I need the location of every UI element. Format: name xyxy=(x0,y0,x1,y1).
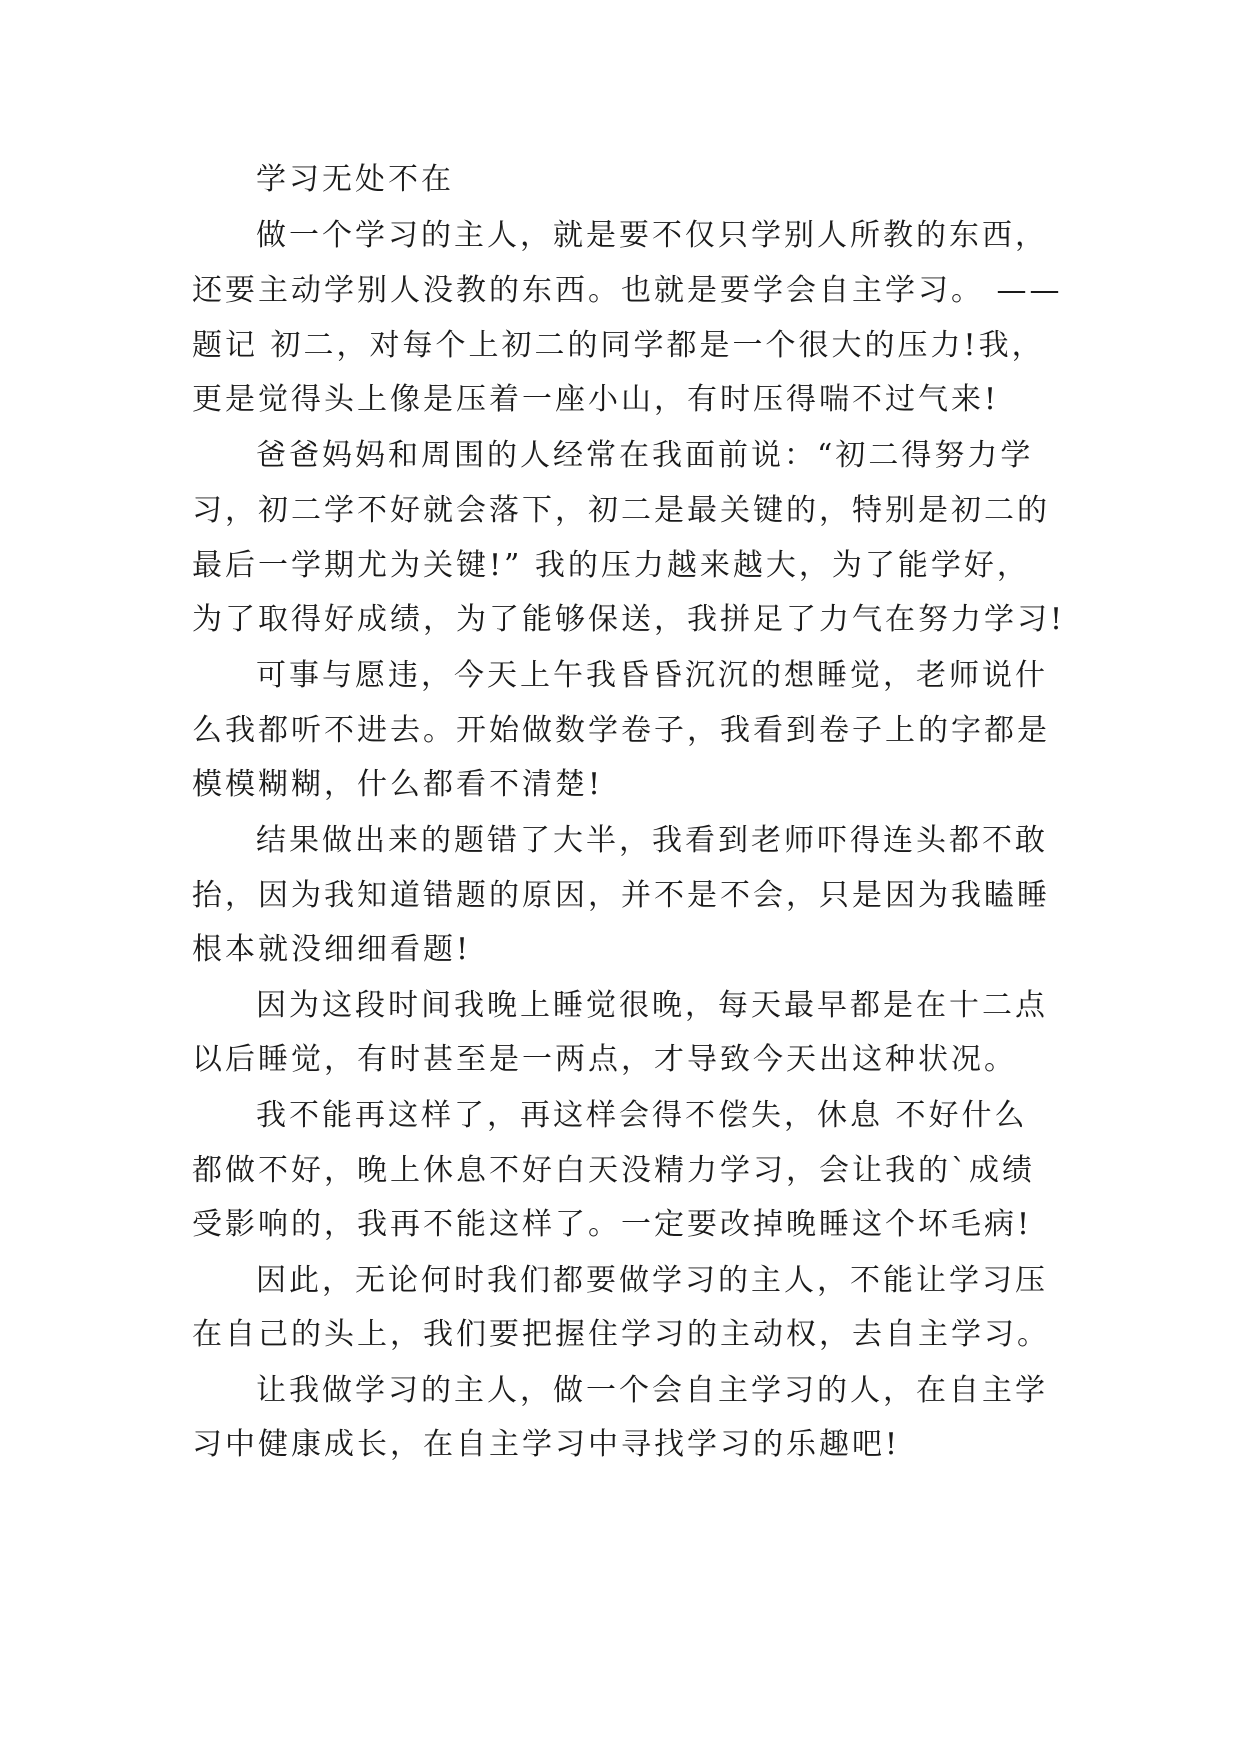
text-line: 习中健康成长，在自主学习中寻找学习的乐趣吧! xyxy=(192,1427,901,1462)
text-line: 爸爸妈妈和周围的人经常在我面前说：“初二得努力学 xyxy=(256,438,1034,473)
text-line: 么我都听不进去。开始做数学卷子，我看到卷子上的字都是 xyxy=(192,713,1050,748)
text-line: 还要主动学别人没教的东西。也就是要学会自主学习。 —— xyxy=(192,273,1063,308)
text-line: 做一个学习的主人，就是要不仅只学别人所教的东西， xyxy=(256,218,1048,253)
text-line: 因此，无论何时我们都要做学习的主人，不能让学习压 xyxy=(256,1263,1048,1298)
text-line: 题记 初二，对每个上初二的同学都是一个很大的压力!我， xyxy=(192,328,1045,363)
text-line: 模模糊糊，什么都看不清楚! xyxy=(192,767,604,802)
text-line: 最后一学期尤为关键!” 我的压力越来越大，为了能学好， xyxy=(192,548,1030,583)
document-title: 学习无处不在 xyxy=(256,162,454,197)
text-line: 习，初二学不好就会落下，初二是最关键的，特别是初二的 xyxy=(192,493,1050,528)
text-line: 为了取得好成绩，为了能够保送，我拼足了力气在努力学习! xyxy=(192,602,1066,637)
text-line: 以后睡觉，有时甚至是一两点，才导致今天出这种状况。 xyxy=(192,1042,1017,1077)
text-line: 因为这段时间我晚上睡觉很晚，每天最早都是在十二点 xyxy=(256,988,1048,1023)
text-line: 根本就没细细看题! xyxy=(192,932,472,967)
text-line: 受影响的，我再不能这样了。一定要改掉晚睡这个坏毛病! xyxy=(192,1207,1033,1242)
text-line: 抬，因为我知道错题的原因，并不是不会，只是因为我瞌睡 xyxy=(192,878,1050,913)
text-line: 结果做出来的题错了大半，我看到老师吓得连头都不敢 xyxy=(256,823,1048,858)
text-line: 更是觉得头上像是压着一座小山，有时压得喘不过气来! xyxy=(192,382,1000,417)
text-line: 可事与愿违，今天上午我昏昏沉沉的想睡觉，老师说什 xyxy=(256,658,1048,693)
text-line: 都做不好，晚上休息不好白天没精力学习，会让我的`成绩 xyxy=(192,1153,1035,1188)
text-line: 在自己的头上，我们要把握住学习的主动权，去自主学习。 xyxy=(192,1317,1050,1352)
text-line: 让我做学习的主人，做一个会自主学习的人，在自主学 xyxy=(256,1373,1048,1408)
text-line: 我不能再这样了，再这样会得不偿失，休息 不好什么 xyxy=(256,1098,1028,1133)
